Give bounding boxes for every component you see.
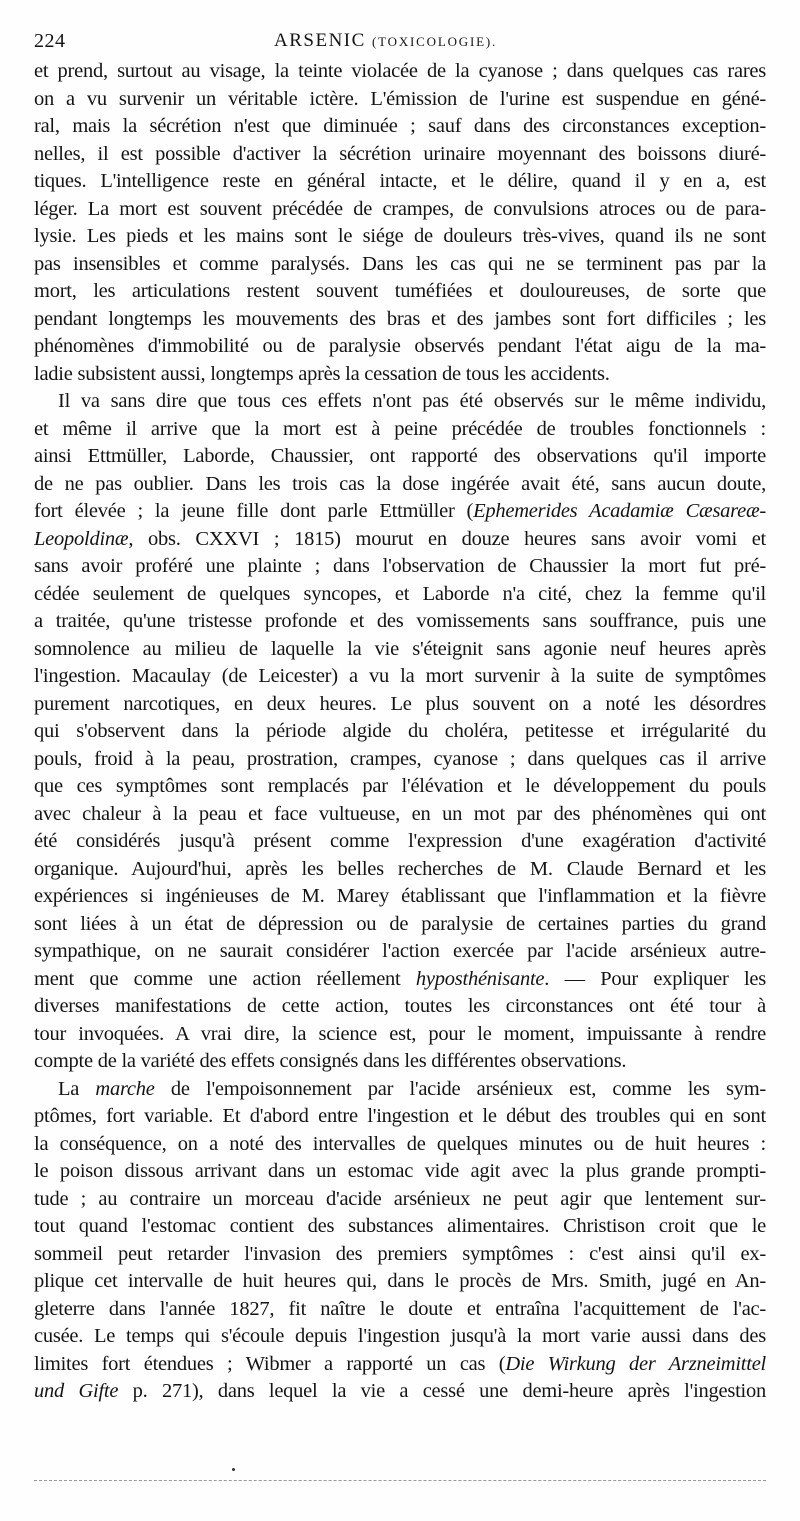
text-line: [34, 388, 766, 416]
text-line: [34, 251, 766, 279]
text-line: [34, 1268, 766, 1296]
line-text: ptômes, fort variable. Et d'abord entre l'ingestion et le début des troubles qui en sont: [34, 1105, 766, 1127]
italic-text: marche: [95, 1077, 155, 1100]
text-line: [34, 1158, 766, 1186]
text-line: [34, 1076, 766, 1104]
text-line: [34, 608, 766, 636]
text-line: [34, 663, 766, 691]
line-text: limites fort étendues ; Wibmer a rapporté un cas (: [34, 1352, 506, 1375]
line-text: gleterre dans l'année 1827, fit naître le doute et entraîna l'acquittement de l'ac-: [34, 1297, 766, 1320]
line-text: sympathique, on ne saurait considérer l'action exercée par l'acide arsénieux autre-: [34, 940, 766, 962]
text-line: [34, 856, 766, 884]
text-line: [34, 113, 766, 141]
text-line: [34, 581, 766, 609]
italic-text: hyposthénisante: [415, 967, 545, 990]
line-text: la conséquence, on a noté des intervalles de quelques minutes ou de huit heures :: [34, 1132, 766, 1155]
text-line: [34, 1296, 766, 1324]
line-text: on a vu survenir un véritable ictère. L'émission de l'urine est suspendue en géné-: [34, 87, 766, 110]
italic-text: Die Wirkung der Arzneimittel: [505, 1352, 766, 1375]
line-text: tout quand l'estomac contient des substances alimentaires. Christison croit que le: [34, 1215, 766, 1237]
line-text: . — Pour expliquer les: [544, 967, 766, 990]
line-text: avec chaleur à la peau et face vultueuse, en un mot par des phénomènes qui ont: [34, 802, 766, 825]
line-text: , obs. CXXVI ; 1815) mourut en douze heures sans avoir vomi et: [128, 527, 766, 550]
text-line: [34, 361, 766, 389]
text-line: [34, 58, 766, 86]
line-text: ladie subsistent aussi, longtemps après la cessation de tous les accidents.: [34, 362, 610, 385]
line-text: compte de la variété des effets consignés dans les différentes observations.: [34, 1050, 627, 1072]
line-text: tude ; au contraire un morceau d'acide arsénieux ne peut agir que lentement sur-: [34, 1187, 766, 1210]
text-line: [34, 278, 766, 306]
text-line: [34, 1378, 766, 1406]
text-line: [34, 1131, 766, 1159]
line-text: lysie. Les pieds et les mains sont le siége de douleurs très-vives, quand ils ne sont: [34, 225, 766, 247]
line-text: et prend, surtout au visage, la teinte violacée de la cyanose ; dans quelques cas rares: [34, 60, 766, 82]
line-text: pas insensibles et comme paralysés. Dans les cas qui ne se terminent pas par la: [34, 252, 766, 275]
line-text: ral, mais la sécrétion n'est que diminuée ; sauf dans des circonstances exception-: [34, 115, 766, 137]
line-text: de l'empoisonnement par l'acide arsénieux est, comme les sym-: [154, 1077, 766, 1100]
line-text: pendant longtemps les mouvements des bras et des jambes sont fort difficiles ; les: [34, 307, 766, 330]
footer-rule: [34, 1480, 766, 1501]
line-text: mort, les articulations restent souvent tuméfiées et douloureuses, de sorte que: [34, 280, 766, 302]
text-line: [34, 911, 766, 939]
line-text: ainsi Ettmüller, Laborde, Chaussier, ont rapporté des observations qu'il importe: [34, 445, 766, 467]
line-text: qui s'observent dans la période algide du choléra, petitesse et irrégularité du: [34, 720, 766, 742]
line-text: sont liées à un état de dépression ou de paralysie de certaines parties du grand: [34, 912, 766, 935]
text-line: [34, 938, 766, 966]
text-line: [34, 1186, 766, 1214]
text-line: [34, 526, 766, 554]
footer-mark: [232, 1468, 235, 1471]
line-text: ment que comme une action réellement: [34, 967, 416, 990]
line-text: été considérés jusqu'à présent comme l'expression d'une exagération d'activité: [34, 830, 766, 852]
text-line: [34, 196, 766, 224]
line-text: de ne pas oublier. Dans les trois cas la dose ingérée avait été, sans aucun doute,: [34, 472, 766, 495]
text-line: [34, 1103, 766, 1131]
text-line: [34, 883, 766, 911]
text-line: [34, 141, 766, 169]
text-line: [34, 443, 766, 471]
line-text: nelles, il est possible d'activer la sécrétion urinaire moyennant des boissons diuré-: [34, 142, 766, 165]
text-line: [34, 966, 766, 994]
line-text: fort élevée ; la jeune fille dont parle Ettmüller (: [34, 500, 474, 522]
italic-text: Leopoldinæ: [34, 527, 129, 550]
text-line: [34, 1323, 766, 1351]
text-line: [34, 306, 766, 334]
line-text: tour invoquées. A vrai dire, la science est, pour le moment, impuissante à rendre: [34, 1022, 766, 1045]
line-text: pouls, froid à la peau, prostration, crampes, cyanose ; dans quelques cas il arrive: [34, 747, 766, 770]
line-text: phénomènes d'immobilité ou de paralysie observés pendant l'état aigu de la ma-: [34, 335, 766, 357]
line-text: organique. Aujourd'hui, après les belles recherches de M. Claude Bernard et les: [34, 857, 766, 880]
line-text: purement narcotiques, en deux heures. Le plus souvent on a noté les désordres: [34, 692, 766, 715]
line-text: tiques. L'intelligence reste en général intacte, et le délire, quand il y en a, est: [34, 170, 766, 192]
text-line: [34, 223, 766, 251]
text-line: [34, 1213, 766, 1241]
text-line: [34, 1021, 766, 1049]
line-text: plique cet intervalle de huit heures qui, dans le procès de Mrs. Smith, jugé en An-: [34, 1270, 766, 1292]
text-line: [34, 168, 766, 196]
running-title-main: ARSENIC: [274, 30, 366, 51]
italic-text: Ephemerides Acadamiæ Cæsareæ-: [473, 500, 766, 522]
text-line: [34, 746, 766, 774]
line-text: sans avoir proféré une plainte ; dans l'observation de Chaussier la mort fut pré-: [34, 555, 766, 577]
line-text: le poison dissous arrivant dans un estomac vide agit avec la plus grande prompti-: [34, 1160, 766, 1182]
line-text: La: [58, 1077, 96, 1100]
running-title: [274, 30, 497, 52]
text-line: [34, 636, 766, 664]
line-text: somnolence au milieu de laquelle la vie s'éteignit sans agonie neuf heures après: [34, 637, 766, 660]
text-line: [34, 801, 766, 829]
body-text: [34, 58, 766, 1406]
running-title-sub: (TOXICOLOGIE).: [372, 34, 498, 49]
text-line: [34, 691, 766, 719]
text-line: [34, 416, 766, 444]
line-text: cusée. Le temps qui s'écoule depuis l'ingestion jusqu'à la mort varie aussi dans des: [34, 1325, 766, 1347]
line-text: cédée seulement de quelques syncopes, et Laborde n'a cité, chez la femme qu'il: [34, 582, 766, 605]
line-text: diverses manifestations de cette action, toutes les circonstances ont été tour à: [34, 995, 766, 1017]
line-text: et même il arrive que la mort est à peine précédée de troubles fonctionnels :: [34, 417, 766, 440]
line-text: sommeil peut retarder l'invasion des premiers symptômes : c'est ainsi qu'il ex-: [34, 1242, 766, 1265]
running-header: [34, 22, 770, 58]
italic-text: und Gifte: [34, 1380, 119, 1402]
text-line: [34, 333, 766, 361]
text-line: [34, 553, 766, 581]
line-text: expériences si ingénieuses de M. Marey établissant que l'inflammation et la fièvre: [34, 885, 766, 907]
line-text: a traitée, qu'une tristesse profonde et des vomissements sans souffrance, puis une: [34, 610, 766, 632]
text-line: [34, 1241, 766, 1269]
text-line: [34, 86, 766, 114]
line-text: Il va sans dire que tous ces effets n'ont pas été observés sur le même individu,: [58, 390, 766, 412]
text-line: [34, 993, 766, 1021]
line-text: léger. La mort est souvent précédée de crampes, de convulsions atroces ou de para-: [34, 197, 766, 220]
text-line: [34, 498, 766, 526]
line-text: que ces symptômes sont remplacés par l'élévation et le développement du pouls: [34, 775, 766, 797]
page-number: 224: [34, 30, 66, 52]
text-line: [34, 773, 766, 801]
text-line: [34, 718, 766, 746]
line-text: p. 271), dans lequel la vie a cessé une demi-heure après l'ingestion: [118, 1380, 766, 1402]
line-text: l'ingestion. Macaulay (de Leicester) a vu la mort survenir à la suite de symptômes: [34, 665, 766, 687]
text-line: [34, 471, 766, 499]
text-line: [34, 1048, 766, 1076]
text-line: [34, 1351, 766, 1379]
text-line: [34, 828, 766, 856]
